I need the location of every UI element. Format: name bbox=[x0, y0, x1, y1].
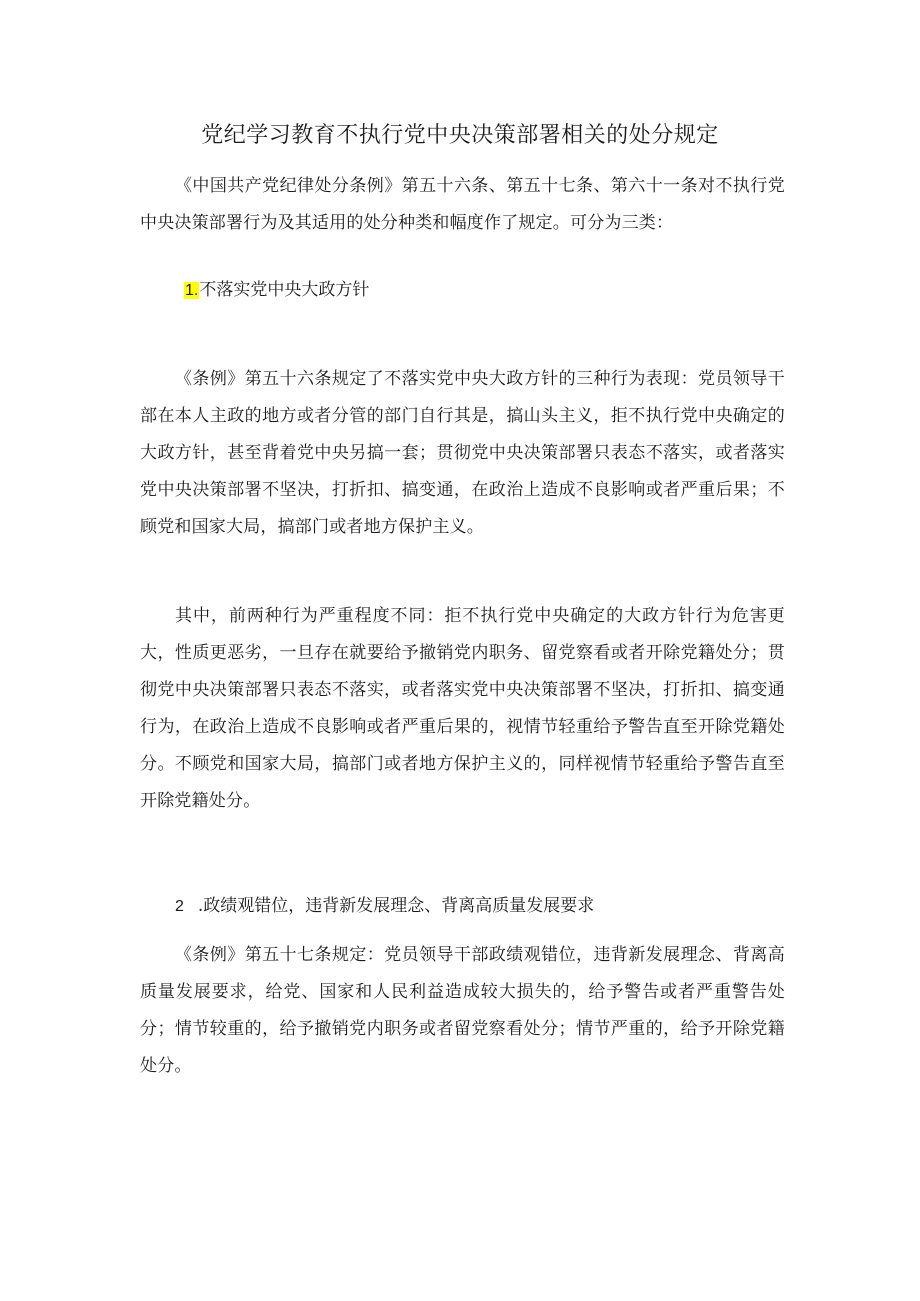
section-1-title: 不落实党中央大政方针 bbox=[199, 280, 370, 300]
document-title: 党纪学习教育不执行党中央决策部署相关的处分规定 bbox=[201, 123, 719, 148]
section-1-paragraph-2: 其中，前两种行为严重程度不同：拒不执行党中央确定的大政方针行为危害更大，性质更恶劣，一旦存在就要给予撤销党内职务、留党察看或者开除党籍处分；贯彻党中央决策部署只表态不落实，或者落实党中央决策部署不坚决，打折扣、搞变通行为，在政治上造成不良影响或者严重后果的，视情节轻重给予警告直至开除党籍处分。不顾党和国家大局，搞部门或者地方保护主义的，同样视情节轻重给予警告直至开除党籍处分。 bbox=[140, 606, 785, 811]
section-1-paragraph-1: 《条例》第五十六条规定了不落实党中央大政方针的三种行为表现：党员领导干部在本人主政的地方或者分管的部门自行其是，搞山头主义，拒不执行党中央确定的大政方针，甚至背着党中央另搞一套；贯彻党中央决策部署只表态不落实，或者落实党中央决策部署不坚决，打折扣、搞变通，在政治上造成不良影响或者严重后果；不顾党和国家大局，搞部门或者地方保护主义。 bbox=[140, 369, 785, 537]
section-2-title: .政绩观错位，违背新发展理念、背离高质量发展要求 bbox=[197, 896, 595, 916]
section-1-heading bbox=[184, 275, 369, 306]
section-2-paragraph-1: 《条例》第五十七条规定：党员领导干部政绩观错位，违背新发展理念、背离高质量发展要求，给党、国家和人民利益造成较大损失的，给予警告或者严重警告处分；情节较重的，给予撤销党内职务或者留党察看处分；情节严重的，给予开除党籍处分。 bbox=[140, 945, 785, 1076]
intro-paragraph: 《中国共产党纪律处分条例》第五十六条、第五十七条、第六十一条对不执行党中央决策部署行为及其适用的处分种类和幅度作了规定。可分为三类： bbox=[140, 176, 785, 233]
section-1-number: 1. bbox=[185, 282, 199, 299]
section-2-number: 2 bbox=[175, 898, 184, 915]
section-2-heading bbox=[175, 891, 594, 922]
